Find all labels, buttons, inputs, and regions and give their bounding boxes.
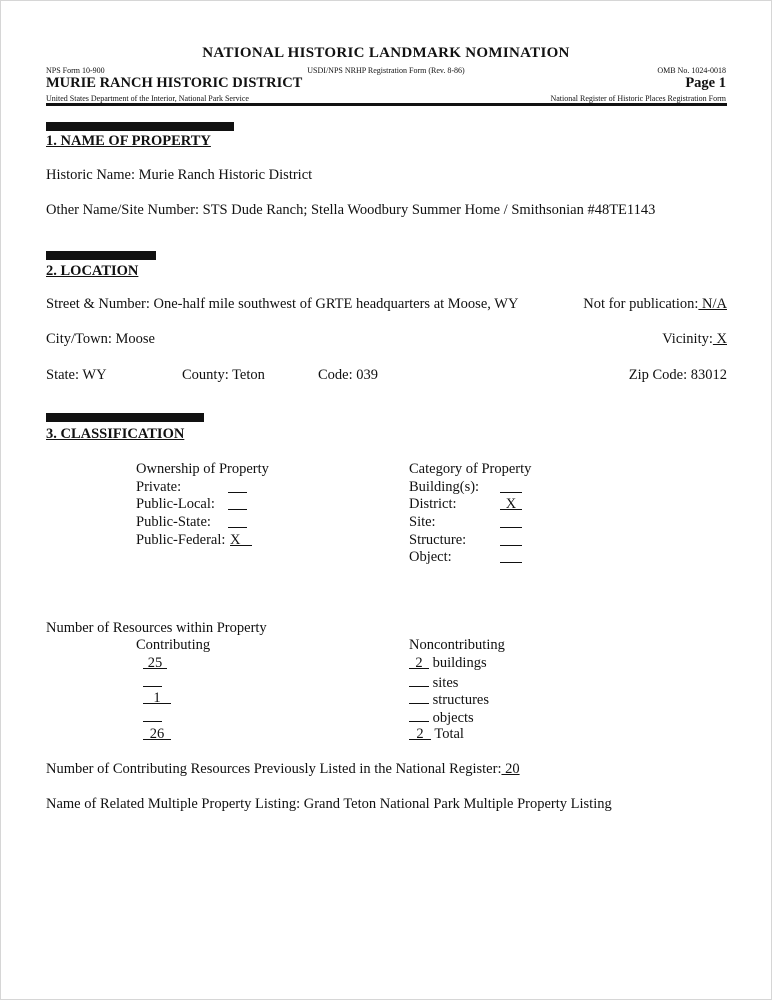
ownership-public-state-value <box>228 514 247 533</box>
ownership-public-federal-mark: X <box>230 532 252 546</box>
contributing-buildings <box>143 655 167 672</box>
section2-title: 2. LOCATION <box>46 263 139 279</box>
section1-title: 1. NAME OF PROPERTY <box>46 133 211 149</box>
noncontributing-buildings-count: 2 <box>409 655 429 669</box>
category-district-mark: X <box>500 496 522 510</box>
category-site-blank <box>500 514 522 528</box>
resource-type-objects: objects <box>432 710 474 726</box>
noncontributing-heading: Noncontributing <box>409 637 505 653</box>
contributing-objects-count <box>143 708 162 722</box>
multiple-property-listing: Name of Related Multiple Property Listing: Grand Teton National Park Multiple Property Listing <box>46 796 612 812</box>
ownership-public-local-blank <box>228 496 247 510</box>
noncontributing-structures-count <box>409 690 429 704</box>
noncontributing-objects <box>409 708 474 727</box>
category-object-label: Object: <box>409 549 452 565</box>
header-rule <box>46 103 727 106</box>
department-line: United States Department of the Interior, National Park Service <box>46 94 249 103</box>
ownership-public-federal-label: Public-Federal: <box>136 532 226 548</box>
contributing-sites-count <box>143 673 162 687</box>
street-number: Street & Number: One-half mile southwest of GRTE headquarters at Moose, WY <box>46 296 519 312</box>
category-district-value <box>500 496 522 513</box>
ownership-public-local-label: Public-Local: <box>136 496 215 512</box>
noncontributing-structures <box>409 690 489 709</box>
contributing-total <box>143 726 171 743</box>
resource-type-buildings: buildings <box>432 655 487 671</box>
category-site-value <box>500 514 522 533</box>
ownership-public-state-blank <box>228 514 247 528</box>
previously-listed-value: 20 <box>501 761 520 777</box>
noncontributing-total-count: 2 <box>409 726 431 740</box>
form-number: NPS Form 10-900 <box>46 66 105 75</box>
category-district-label: District: <box>409 496 457 512</box>
contributing-total-count: 26 <box>143 726 171 740</box>
noncontributing-buildings <box>409 655 487 672</box>
contributing-objects <box>143 708 162 727</box>
category-building-blank <box>500 479 522 493</box>
vicinity-label: Vicinity: <box>662 331 713 347</box>
not-for-publication-value: N/A <box>698 296 727 312</box>
category-building-label: Building(s): <box>409 479 480 495</box>
omb-number: OMB No. 1024-0018 <box>657 66 726 75</box>
county: County: Teton <box>182 367 265 383</box>
previously-listed-label: Number of Contributing Resources Previously Listed in the National Register: <box>46 761 502 777</box>
form-name: USDI/NPS NRHP Registration Form (Rev. 8-86) <box>307 66 465 75</box>
section2-bar <box>46 251 156 260</box>
ownership-heading: Ownership of Property <box>136 461 269 477</box>
resource-type-total: Total <box>434 726 464 742</box>
page-number: Page 1 <box>685 75 726 91</box>
vicinity <box>662 331 727 348</box>
resource-type-sites: sites <box>432 675 459 691</box>
document-title: NATIONAL HISTORIC LANDMARK NOMINATION <box>202 45 570 61</box>
contributing-heading: Contributing <box>136 637 211 653</box>
contributing-buildings-count: 25 <box>143 655 167 669</box>
not-for-publication <box>583 296 727 313</box>
category-heading: Category of Property <box>409 461 532 477</box>
section3-bar <box>46 413 204 422</box>
register-line: National Register of Historic Places Registration Form <box>550 94 726 103</box>
city-town: City/Town: Moose <box>46 331 155 347</box>
section3-title: 3. CLASSIFICATION <box>46 426 185 442</box>
category-structure-label: Structure: <box>409 532 467 548</box>
ownership-public-local-value <box>228 496 247 515</box>
section1-bar <box>46 122 234 131</box>
contributing-structures <box>143 690 171 707</box>
ownership-public-federal-value <box>230 532 252 549</box>
ownership-private-label: Private: <box>136 479 182 495</box>
code: Code: 039 <box>318 367 379 383</box>
category-structure-blank <box>500 532 522 546</box>
resources-heading: Number of Resources within Property <box>46 620 267 636</box>
previously-listed <box>46 761 520 778</box>
resource-type-structures: structures <box>432 692 489 708</box>
state: State: WY <box>46 367 107 383</box>
not-for-publication-label: Not for publication: <box>583 296 699 312</box>
property-name-header: MURIE RANCH HISTORIC DISTRICT <box>46 75 303 91</box>
category-object-value <box>500 549 522 568</box>
category-object-blank <box>500 549 522 563</box>
noncontributing-objects-count <box>409 708 429 722</box>
category-site-label: Site: <box>409 514 436 530</box>
other-name: Other Name/Site Number: STS Dude Ranch; Stella Woodbury Summer Home / Smithsonian #48TE1143 <box>46 202 656 218</box>
noncontributing-sites-count <box>409 673 429 687</box>
contributing-structures-count: 1 <box>143 690 171 704</box>
vicinity-value: X <box>712 331 727 347</box>
noncontributing-total <box>409 726 464 743</box>
zip-code: Zip Code: 83012 <box>628 367 727 383</box>
historic-name: Historic Name: Murie Ranch Historic District <box>46 167 313 183</box>
ownership-private-blank <box>228 479 247 493</box>
ownership-public-state-label: Public-State: <box>136 514 211 530</box>
